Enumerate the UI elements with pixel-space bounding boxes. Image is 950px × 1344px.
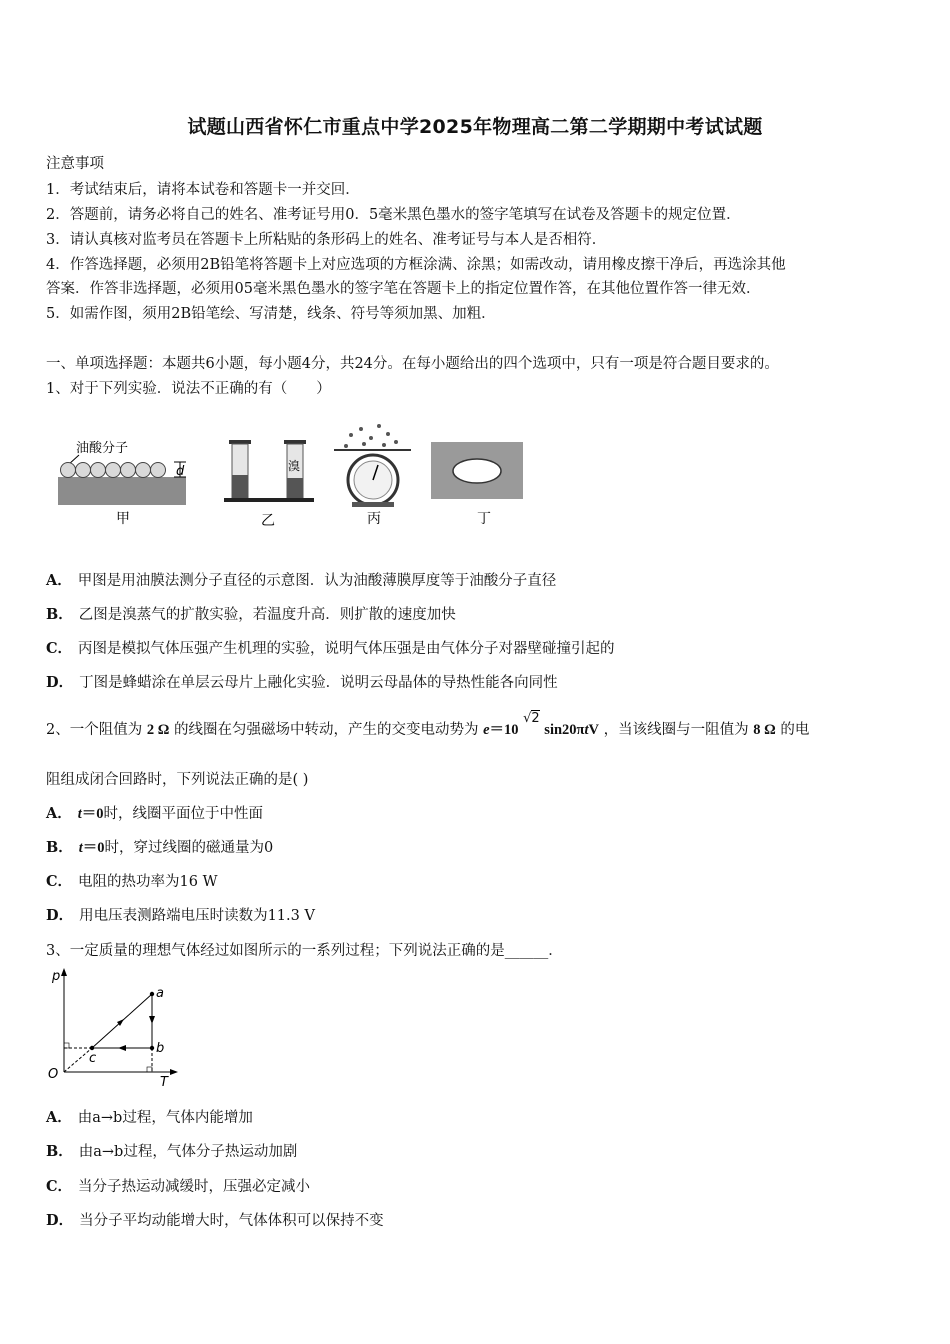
q1-option-d: D． 丁图是蜂蜡涂在单层云母片上融化实验．说明云母晶体的导热性能各向同性 xyxy=(46,674,558,691)
diffusion-diagram xyxy=(224,440,314,502)
label-yi: 乙 xyxy=(261,513,275,529)
notice-item-1: 1．考试结束后，请将本试卷和答题卡一并交回． xyxy=(46,182,360,198)
q3-option-b: B． 由a→b过程，气体分子热运动加剧 xyxy=(46,1143,298,1160)
point-c-label: c xyxy=(89,1051,97,1066)
page-title: 试题山西省怀仁市重点中学2025年物理高二第二学期期中考试试题 xyxy=(187,116,763,138)
q1-option-a: A． 甲图是用油膜法测分子直径的示意图．认为油酸薄膜厚度等于油酸分子直径 xyxy=(46,572,557,589)
q3-option-d: D． 当分子平均动能增大时，气体体积可以保持不变 xyxy=(46,1212,384,1229)
point-a-label: a xyxy=(156,986,164,1001)
q1-stem: 1、对于下列实验．说法不正确的有（ ） xyxy=(46,381,331,397)
q1-option-b: B． 乙图是溴蒸气的扩散实验，若温度升高．则扩散的速度加快 xyxy=(46,606,456,623)
q3-pt-graph xyxy=(46,966,186,1090)
q2-option-d: D． 用电压表测路端电压时读数为11.3 V xyxy=(46,907,315,924)
notice-item-5: 5．如需作图，须用2B铅笔绘、写清楚，线条、符号等须加黑、加粗． xyxy=(46,306,496,322)
label-bing: 丙 xyxy=(367,511,381,527)
q2-stem-line2: 阻组成闭合回路时，下列说法正确的是( ) xyxy=(46,772,309,788)
label-ding: 丁 xyxy=(477,511,491,527)
origin-label: O xyxy=(48,1067,59,1082)
q1-figure xyxy=(46,420,536,535)
point-b-label: b xyxy=(156,1041,165,1056)
notice-item-2: 2．答题前，请务必将自己的姓名、准考证号用0．5毫米黑色墨水的签字笔填写在试卷及答题卡的规定位置． xyxy=(46,207,741,223)
pressure-model-diagram xyxy=(334,424,411,507)
q1-option-c: C． 丙图是模拟气体压强产生机理的实验，说明气体压强是由气体分子对器壁碰撞引起的 xyxy=(46,640,615,657)
p-axis-label: p xyxy=(52,969,61,984)
notice-item-4: 4．作答选择题，必须用2B铅笔将答题卡上对应选项的方框涂满、涂黑；如需改动，请用橡皮擦干净后，再选涂其他 xyxy=(46,257,786,273)
label-jia: 甲 xyxy=(116,511,130,527)
notice-item-3: 3．请认真核对监考员在答题卡上所粘贴的条形码上的姓名、准考证号与本人是否相符． xyxy=(46,232,607,248)
oil-molecule-label: 油酸分子 xyxy=(76,441,129,456)
mica-diagram xyxy=(431,442,523,499)
oil-film-diagram xyxy=(58,440,186,505)
q2-option-c: C． 电阻的热功率为16 W xyxy=(46,873,218,890)
section-heading: 一、单项选择题：本题共6小题，每小题4分，共24分。在每小题给出的四个选项中，只有一项是符合题目要求的。 xyxy=(46,356,779,372)
q2-option-a: A． t＝0时，线圈平面位于中性面 xyxy=(46,805,264,822)
q3-option-c: C． 当分子热运动减缓时，压强必定减小 xyxy=(46,1178,311,1195)
notice-item-4-cont: 答案．作答非选择题，必须用05毫米黑色墨水的签字笔在答题卡上的指定位置作答，在其他位置作答一律无效． xyxy=(46,281,761,297)
notice-heading: 注意事项 xyxy=(46,156,104,172)
q2-option-b: B． t＝0时，穿过线圈的磁通量为0 xyxy=(46,839,274,856)
q2-stem-line1: 2、一个阻值为 2 Ω 的线圈在匀强磁场中转动，产生的交变电动势为 e＝10 √2 sin20πtV ，当该线圈与一阻值为 8 Ω 的电 xyxy=(46,711,810,738)
t-axis-label: T xyxy=(160,1075,168,1090)
q3-stem: 3、一定质量的理想气体经过如图所示的一系列过程；下列说法正确的是______． xyxy=(46,943,563,959)
bromine-label: 溴 xyxy=(288,459,301,473)
q3-option-a: A． 由a→b过程，气体内能增加 xyxy=(46,1109,253,1126)
sqrt-symbol: √2 xyxy=(523,711,540,726)
diameter-label: d xyxy=(176,464,185,479)
